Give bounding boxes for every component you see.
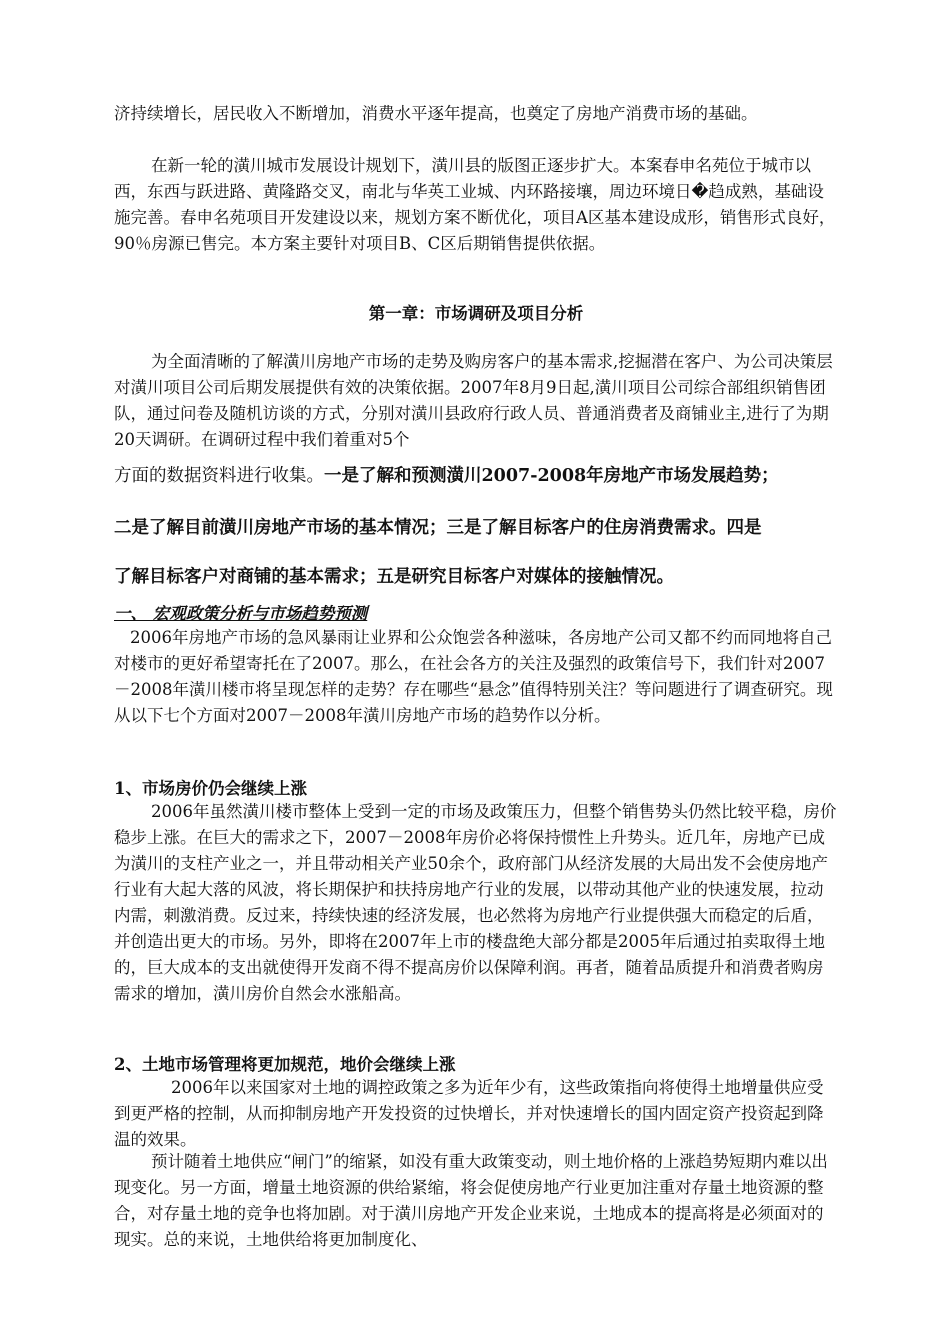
- section-1-paragraph: 2006年房地产市场的急风暴雨让业界和公众饱尝各种滋味，各房地产公司又都不约而同地将自己对楼市的更好希望寄托在了2007。那么，在社会各方的关注及强烈的政策信号下，我们针对2007－2008年潢川楼市将呈现怎样的走势？存在哪些“悬念”值得特别关注？等问题进行了调查研究。现从以下七个方面对2007－2008年潢川房地产市场的趋势作以分析。: [114, 628, 833, 725]
- item-1-heading: 1、市场房价仍会继续上涨: [114, 779, 307, 798]
- intro-paragraph-2: 在新一轮的潢川城市发展设计规划下，潢川县的版图正逐步扩大。本案春申名苑位于城市以西，东西与跃进路、黄隆路交叉，南北与华英工业城、内环路接壤，周边环境日�趋成熟，基础设施完善。春申名苑项目开发建设以来，规划方案不断优化，项目A区基本建设成形，销售形式良好，90％房源已售完。本方案主要针对项目B、C区后期销售提供依据。: [114, 156, 836, 253]
- chapter-line-3: 了解目标客户对商铺的基本需求；五是研究目标客户对媒体的接触情况。: [114, 567, 674, 587]
- item-2-paragraph-2: 预计随着土地供应“闸门”的缩紧，如没有重大政策变动，则土地价格的上涨趋势短期内难以出现变化。另一方面，增量土地资源的供给紧缩，将会促使房地产行业更加注重对存量土地资源的整合，对存量土地的竞争也将加剧。对于潢川房地产开发企业来说，土地成本的提高将是必须面对的现实。总的来说，土地供给将更加制度化、: [114, 1152, 828, 1249]
- intro-paragraph-1: 济持续增长，居民收入不断增加，消费水平逐年提高，也奠定了房地产消费市场的基础。: [114, 104, 758, 123]
- item-1-paragraph: 2006年虽然潢川楼市整体上受到一定的市场及政策压力，但整个销售势头仍然比较平稳，房价稳步上涨。在巨大的需求之下，2007－2008年房价必将保持惯性上升势头。近几年，房地产已成为潢川的支柱产业之一，并且带动相关产业50余个，政府部门从经济发展的大局出发不会使房地产行业有大起大落的风波，将长期保护和扶持房地产行业的发展，以带动其他产业的快速发展，拉动内需，刺激消费。反过来，持续快速的经济发展，也必然将为房地产行业提供强大而稳定的后盾，并创造出更大的市场。另外，即将在2007年上市的楼盘绝大部分都是2005年后通过拍卖取得土地的，巨大成本的支出就使得开发商不得不提高房价以保障利润。再者，随着品质提升和消费者购房需求的增加，潢川房价自然会水涨船高。: [114, 802, 837, 1003]
- chapter-title: 第一章：市场调研及项目分析: [368, 304, 584, 323]
- chapter-line-1-bold: 一是了解和预测潢川2007-2008年房地产市场发展趋势；: [324, 466, 779, 486]
- chapter-line-1-text: 方面的数据资料进行收集。: [114, 466, 324, 486]
- item-2-heading: 2、土地市场管理将更加规范，地价会继续上涨: [114, 1055, 456, 1074]
- chapter-line-1: [114, 462, 779, 487]
- item-2-paragraph-1: 2006年以来国家对土地的调控政策之多为近年少有，这些政策指向将使得土地增量供应受到更严格的控制，从而抑制房地产开发投资的过快增长，并对快速增长的国内固定资产投资起到降温的效果。: [114, 1078, 824, 1149]
- section-1-heading: 一、 宏观政策分析与市场趋势预测: [114, 604, 368, 623]
- chapter-line-2: 二是了解目前潢川房地产市场的基本情况；三是了解目标客户的住房消费需求。四是: [114, 518, 762, 538]
- chapter-paragraph-1: 为全面清晰的了解潢川房地产市场的走势及购房客户的基本需求,挖掘潜在客户、为公司决策层对潢川项目公司后期发展提供有效的决策依据。2007年8月9日起,潢川项目公司综合部组织销售团队，通过问卷及随机访谈的方式，分别对潢川县政府行政人员、普通消费者及商铺业主,进行了为期20天调研。在调研过程中我们着重对5个: [114, 352, 833, 449]
